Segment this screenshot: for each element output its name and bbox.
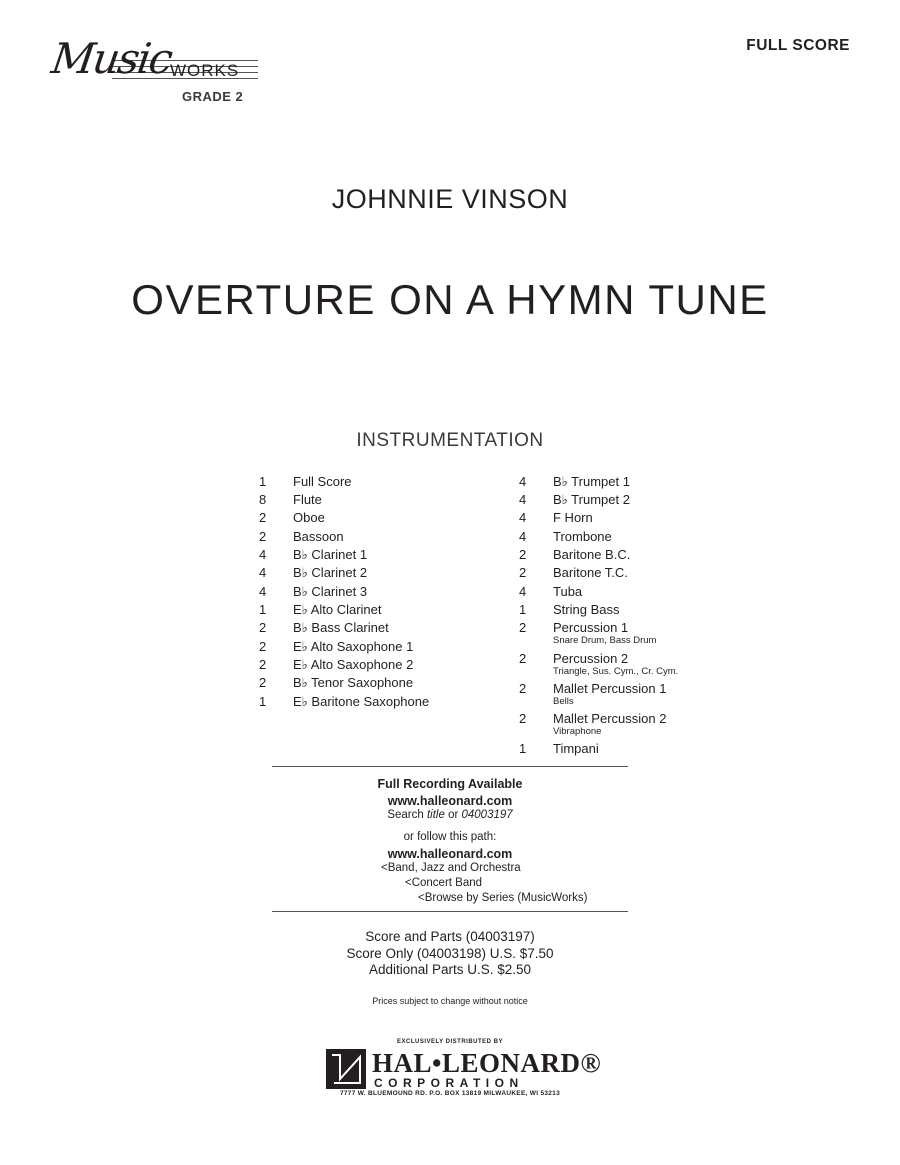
instrument-name: B♭ Clarinet 1 [293, 547, 368, 562]
instrument-detail: Vibraphone [553, 726, 602, 737]
price-score-and-parts: Score and Parts (04003197) [365, 929, 535, 944]
instrument-name: String Bass [553, 602, 620, 617]
instrument-name: B♭ Trumpet 1 [553, 474, 630, 489]
instrument-qty: 1 [259, 694, 267, 709]
instrument-name: E♭ Baritone Saxophone [293, 694, 430, 709]
instrument-name: B♭ Clarinet 2 [293, 565, 368, 580]
instrument-name: Baritone T.C. [553, 565, 628, 580]
instrument-qty: 2 [259, 639, 267, 654]
search-title: title [426, 809, 445, 821]
musicworks-logo [48, 34, 267, 110]
recording-heading: Full Recording Available [377, 777, 523, 791]
instrument-name: Mallet Percussion 2 [553, 711, 667, 726]
instrumentation-heading: INSTRUMENTATION [356, 430, 544, 451]
instrument-qty: 2 [519, 651, 527, 666]
grade-label: GRADE 2 [182, 89, 244, 104]
instrument-name: B♭ Tenor Saxophone [293, 675, 414, 690]
path-step-3: <Browse by Series (MusicWorks) [418, 892, 588, 904]
instrument-name: E♭ Alto Saxophone 2 [293, 657, 414, 672]
instrument-name: B♭ Bass Clarinet [293, 620, 389, 635]
search-prefix: Search [387, 809, 427, 821]
instrument-qty: 2 [259, 657, 267, 672]
divider-top [272, 766, 628, 767]
instrument-name: Timpani [553, 741, 599, 756]
publisher-address: 7777 W. BLUEMOUND RD. P.O. BOX 13819 MILWAUKEE, WI 53213 [339, 1090, 561, 1097]
follow-path-text: or follow this path: [403, 831, 497, 843]
search-or: or [444, 809, 462, 821]
instrument-qty: 4 [519, 474, 527, 489]
instrument-name: Baritone B.C. [553, 547, 631, 562]
instrument-detail: Bells [553, 696, 574, 707]
instrument-qty: 2 [519, 547, 527, 562]
instrument-qty: 2 [519, 711, 527, 726]
divider-bottom [272, 911, 628, 912]
instrument-qty: 1 [519, 741, 527, 756]
instrument-name: Bassoon [293, 529, 344, 544]
path-step-2: <Concert Band [405, 877, 483, 889]
instrument-name: B♭ Trumpet 2 [553, 492, 630, 507]
instrument-qty: 4 [259, 584, 267, 599]
instrument-qty: 2 [519, 681, 527, 696]
publisher-name: HAL•LEONARD® [372, 1048, 602, 1078]
path-url[interactable]: www.halleonard.com [387, 847, 513, 861]
instrument-detail: Triangle, Sus. Cym., Cr. Cym. [553, 666, 679, 677]
distributed-by-label: EXCLUSIVELY DISTRIBUTED BY [396, 1039, 504, 1045]
instrument-name: E♭ Alto Saxophone 1 [293, 639, 414, 654]
instrument-qty: 4 [259, 565, 267, 580]
instrument-qty: 1 [259, 602, 267, 617]
instrument-qty: 2 [519, 565, 527, 580]
full-score-label: FULL SCORE [746, 37, 850, 54]
composer-name: JOHNNIE VINSON [331, 184, 569, 214]
instrument-name: Full Score [293, 474, 352, 489]
instrument-qty: 2 [259, 675, 267, 690]
instrument-detail: Snare Drum, Bass Drum [553, 635, 657, 646]
search-instructions [270, 809, 630, 821]
instrument-name: Oboe [293, 510, 325, 525]
instrument-name: Percussion 2 [553, 651, 629, 666]
instrument-qty: 2 [259, 529, 267, 544]
instrument-qty: 1 [519, 602, 527, 617]
recording-url[interactable]: www.halleonard.com [387, 794, 513, 808]
instrument-name: Trombone [553, 529, 612, 544]
instrument-name: F Horn [553, 510, 593, 525]
logo-script: Music [48, 34, 175, 83]
piece-title: OVERTURE ON A HYMN TUNE [131, 276, 769, 323]
instrument-qty: 2 [259, 510, 267, 525]
instrument-name: Flute [293, 492, 322, 507]
instrument-name: Mallet Percussion 1 [553, 681, 667, 696]
instrument-name: Tuba [553, 584, 583, 599]
path-step-1: <Band, Jazz and Orchestra [381, 862, 521, 874]
instrument-qty: 4 [519, 510, 527, 525]
instrument-qty: 8 [259, 492, 267, 507]
instrument-qty: 4 [519, 584, 527, 599]
instrument-name: Percussion 1 [553, 620, 629, 635]
price-additional-parts: Additional Parts U.S. $2.50 [368, 962, 532, 977]
instrument-qty: 2 [259, 620, 267, 635]
instrument-qty: 4 [519, 529, 527, 544]
logo-works: WORKS [170, 61, 240, 80]
publisher-corporation: CORPORATION [374, 1076, 524, 1090]
price-notice: Prices subject to change without notice [372, 996, 528, 1006]
instrument-name: E♭ Alto Clarinet [293, 602, 382, 617]
instrument-name: B♭ Clarinet 3 [293, 584, 368, 599]
instrument-qty: 1 [259, 474, 267, 489]
price-score-only: Score Only (04003198) U.S. $7.50 [346, 946, 554, 961]
instrument-qty: 4 [259, 547, 267, 562]
instrument-qty: 4 [519, 492, 527, 507]
hal-leonard-logo-icon [326, 1049, 366, 1089]
instrument-qty: 2 [519, 620, 527, 635]
search-code: 04003197 [461, 809, 513, 821]
